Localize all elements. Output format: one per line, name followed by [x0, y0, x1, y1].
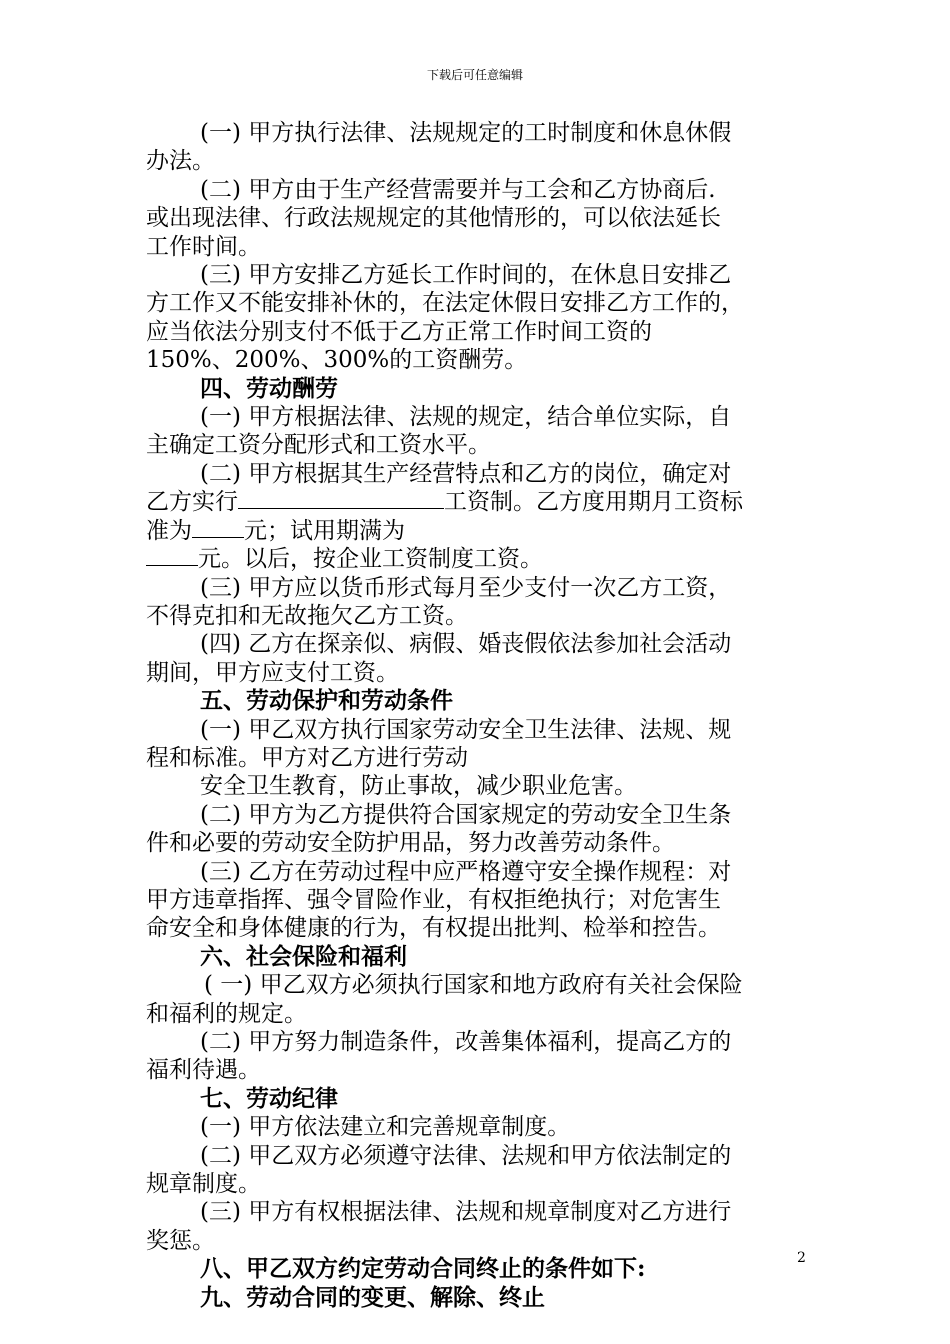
paragraph-line: 期间，甲方应支付工资。 — [146, 659, 399, 686]
page-header: 下载后可任意编辑 — [426, 68, 523, 82]
paragraph-line: 程和标准。甲方对乙方进行劳动 — [146, 744, 468, 771]
fill-in-blank-wage-system — [238, 488, 444, 509]
section-heading-8: 八、甲乙双方约定劳动合同终止的条件如下: — [200, 1255, 646, 1283]
paragraph-line: (三) 乙方在劳动过程中应严格遵守安全操作规程：对 — [200, 858, 732, 885]
line-text: 乙方实行 — [146, 489, 238, 516]
fill-in-blank-regular-wage — [146, 545, 198, 566]
paragraph-line: 件和必要的劳动安全防护用品，努力改善劳动条件。 — [146, 830, 675, 857]
paragraph-line: 主确定工资分配形式和工资水平。 — [146, 432, 491, 459]
paragraph-line: (一) 甲方执行法律、法规规定的工时制度和休息休假 — [200, 120, 732, 146]
paragraph-line: 不得克扣和无故拖欠乙方工资。 — [146, 602, 468, 629]
paragraph-line: (一) 甲方依法建立和完善规章制度。 — [200, 1114, 571, 1141]
line-text: 准为 — [146, 517, 192, 544]
paragraph-line — [146, 488, 810, 516]
paragraph-line: 福利待遇。 — [146, 1057, 261, 1084]
paragraph-line — [146, 545, 810, 573]
section-heading-4: 四、劳动酬劳 — [200, 374, 338, 402]
paragraph-line: (四) 乙方在探亲似、病假、婚丧假依法参加社会活动 — [200, 631, 732, 658]
paragraph-line: 命安全和身体健康的行为，有权提出批判、检举和控告。 — [146, 915, 721, 942]
paragraph-line: 和福利的规定。 — [146, 1000, 307, 1027]
paragraph-line: 规章制度。 — [146, 1171, 261, 1198]
paragraph-line: 应当依法分别支付不低于乙方正常工作时间工资的 — [146, 318, 652, 345]
line-text: 元；试用期满为 — [244, 517, 405, 544]
paragraph-line: (二) 甲方由于生产经营需要并与工会和乙方协商后. — [200, 176, 716, 203]
paragraph-line: (二) 甲方努力制造条件，改善集体福利，提高乙方的 — [200, 1029, 732, 1055]
paragraph-line: 办法。 — [146, 148, 215, 175]
paragraph-line: (二) 甲方为乙方提供符合国家规定的劳动安全卫生条 — [200, 801, 732, 828]
section-heading-9: 九、劳动合同的变更、解除、终止 — [200, 1283, 545, 1311]
paragraph-line: (三) 甲方应以货币形式每月至少支付一次乙方工资， — [200, 574, 732, 601]
paragraph-line: (一) 甲乙双方执行国家劳动安全卫生法律、法规、规 — [200, 716, 732, 743]
document-body — [146, 119, 810, 1312]
paragraph-line — [146, 517, 810, 545]
line-text: 元。以后，按企业工资制度工资。 — [198, 546, 543, 573]
fill-in-blank-probation-wage — [192, 517, 244, 538]
paragraph-line: 方工作又不能安排补休的，在法定休假日安排乙方工作的， — [146, 290, 744, 317]
section-heading-5: 五、劳动保护和劳动条件 — [200, 687, 453, 715]
paragraph-line: (一) 甲方根据法律、法规的规定，结合单位实际，自 — [200, 404, 732, 431]
section-heading-7: 七、劳动纪律 — [200, 1084, 338, 1112]
paragraph-line: 或出现法律、行政法规规定的其他情形的，可以依法延长 — [146, 205, 721, 232]
paragraph-line: (二) 甲乙双方必须遵守法律、法规和甲方依法制定的 — [200, 1142, 732, 1169]
paragraph-line: (三) 甲方安排乙方延长工作时间的，在休息日安排乙 — [200, 262, 732, 289]
line-text: 工资制。乙方度用期月工资标 — [444, 489, 743, 516]
paragraph-line: ( 一) 甲乙双方必须执行国家和地方政府有关社会保险 — [204, 972, 743, 999]
paragraph-line: 150%、200%、300%的工资酬劳。 — [146, 347, 528, 374]
paragraph-line: 安全卫生教育，防止事故，减少职业危害。 — [200, 773, 637, 800]
paragraph-line: 奖惩。 — [146, 1227, 215, 1254]
page-number: 2 — [797, 1250, 806, 1266]
section-heading-6: 六、社会保险和福利 — [200, 942, 407, 970]
paragraph-line: 工作时间。 — [146, 233, 261, 260]
paragraph-line: (三) 甲方有权根据法律、法规和规章制度对乙方进行 — [200, 1199, 732, 1226]
paragraph-line: (二) 甲方根据其生产经营特点和乙方的岗位，确定对 — [200, 460, 732, 487]
paragraph-line: 甲方违章指挥、强令冒险作业，有权拒绝执行；对危害生 — [146, 886, 721, 913]
